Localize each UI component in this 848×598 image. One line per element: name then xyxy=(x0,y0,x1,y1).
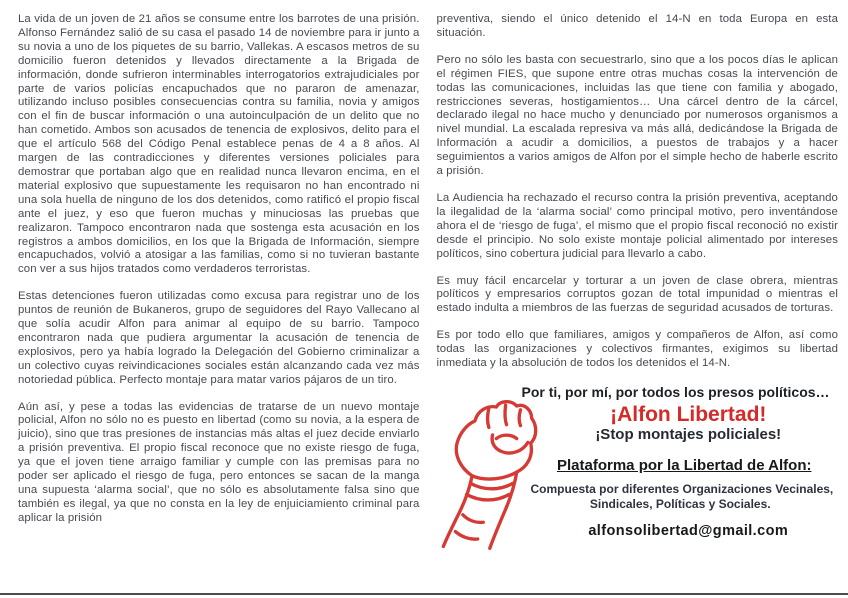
contact-email: alfonsolibertad@gmail.com xyxy=(588,522,789,539)
body-paragraph: Pero no sólo les basta con secuestrarlo, sino que a los pocos días le aplican el régimen FIES, que supone entre otras muchas cosas la intervención de todas las comunicaciones, incluidas las que tiene con familia y abogado, restricciones severas, hostigamientos… Una cárcel dentro de la cárcel, declarado ilegal no hace mucho y denunciado por numerosos organismos a nivel mundial. La escalada represiva va más allá, dedicándose la Brigada de Información a acudir a domicilios, a puestos de trabajos y a hacer seguimientos a varios amigos de Alfon por el simple hecho de haberle escrito a prisión. xyxy=(436,53,838,178)
campaign-footer xyxy=(437,384,839,552)
campaign-headline: ¡Alfon Libertad! xyxy=(610,402,767,426)
right-column xyxy=(437,13,839,552)
body-paragraph: Estas detenciones fueron utilizadas como excusa para registrar uno de los puntos de reunión de Bukaneros, grupo de seguidores del Rayo Vallecano al que solía acudir Alfon para animar al equipo de su barrio. Tampoco encontraron nada que pudiera argumentar la acusación de tenencia de explosivos, pero ya había logrado la Delegación del Gobierno criminalizar a un colectivo cuyas reivindicaciones sociales están alcanzando cada vez más notoriedad pública. Perfecto montaje para matar varios pájaros de un tiro. xyxy=(18,290,420,386)
raised-fist-icon xyxy=(427,394,547,552)
platform-description-line-1: Compuesta por diferentes Organizaciones Vecinales, xyxy=(530,481,834,496)
body-paragraph: preventiva, siendo el único detenido el 14-N en toda Europa en esta situación. xyxy=(436,13,838,39)
body-paragraph: La Audiencia ha rechazado el recurso contra la prisión preventiva, aceptando la ilegalidad de la ‘alarma social’ como principal motivo, pero inventándose ahora el de ‘riesgo de fuga’, el mismo que el propio fiscal reconoció no existir desde el principio. No solo existe montaje policial alimentado por intereses políticos, sino cobertura judicial para llevarlo a cabo. xyxy=(436,191,838,260)
body-paragraph: Aún así, y pese a todas las evidencias de tratarse de un nuevo montaje policial, Alfon no sólo no es puesto en libertad (como su novia, a la espera de juicio), sino que tras presiones de instancias más altas el juez decide enviarlo a prisión preventiva. El propio fiscal reconoce que no existe riesgo de fuga, ya que el joven tiene arraigo familiar y cumple con las premisas para no poder ser aplicado el riesgo de fuga, pero entonces se sacan de la manga una supuesta ‘alarma social’, que no sólo es absolutamente falsa sino que también es ilegal, ya que no consta en la ley de enjuiciamiento criminal para aplicar la prisión xyxy=(18,400,420,524)
page-bottom-edge xyxy=(0,593,848,595)
body-paragraph: La vida de un joven de 21 años se consume entre los barrotes de una prisión. Alfonso Fernández salió de su casa el pasado 14 de noviembre para ir junto a su novia a uno de los piquetes de su barrio, Vallekas. A escasos metros de su domicilio fueron detenidos y llevados directamente a la Brigada de información, donde sufrieron interminables interrogatorios extrajudiciales por parte de varios policías encapuchados que no pararon de amenazar, utilizando incluso posibles consecuencias contra su familia, novia y amigos con el fin de buscar información o una autoinculpación de un delito que no han cometido. Ambos son acusados de tenencia de explosivos, delito para el que el artículo 568 del Código Penal establece penas de 4 a 8 años. Al margen de las contradicciones y diferentes versiones policiales para demostrar que portaban algo que en realidad nunca llevaron encima, en el material explosivo que supuestamente les requisaron no han encontrado ni una sola huella de ninguno de los dos detenidos, como ratificó el propio fiscal ante el juez, y eso que fueron muchas y minuciosas las pruebas que realizaron. Tampoco encontraron nada que sostenga esta acusación en los registros a ambos domicilios, en los que la Brigada de Información, siempre encapuchados, volvió a atosigar a las familias, como si no tuvieran bastante con ver a sus hijos tratados como verdaderos terroristas. xyxy=(18,13,420,276)
footer-tagline: Por ti, por mí, por todos los presos políticos… xyxy=(521,383,830,400)
platform-title: Plataforma por la Libertad de Alfon: xyxy=(557,456,812,474)
body-paragraph: Es muy fácil encarcelar y torturar a un joven de clase obrera, mientras políticos y empresarios corruptos gozan de total impunidad o mientras el estado indulta a miembros de las fuerzas de seguridad acusados de torturas. xyxy=(436,274,838,315)
footer-text-block xyxy=(521,383,839,539)
platform-description-line-2: Sindicales, Políticas y Sociales. xyxy=(589,496,771,511)
left-column xyxy=(18,13,420,552)
body-paragraph: Es por todo ello que familiares, amigos y compañeros de Alfon, así como todas las organizaciones y colectivos firmantes, exigimos su libertad inmediata y la absolución de todos los detenidos el 14-N. xyxy=(436,329,838,370)
campaign-subheadline: ¡Stop montajes policiales! xyxy=(595,425,782,443)
